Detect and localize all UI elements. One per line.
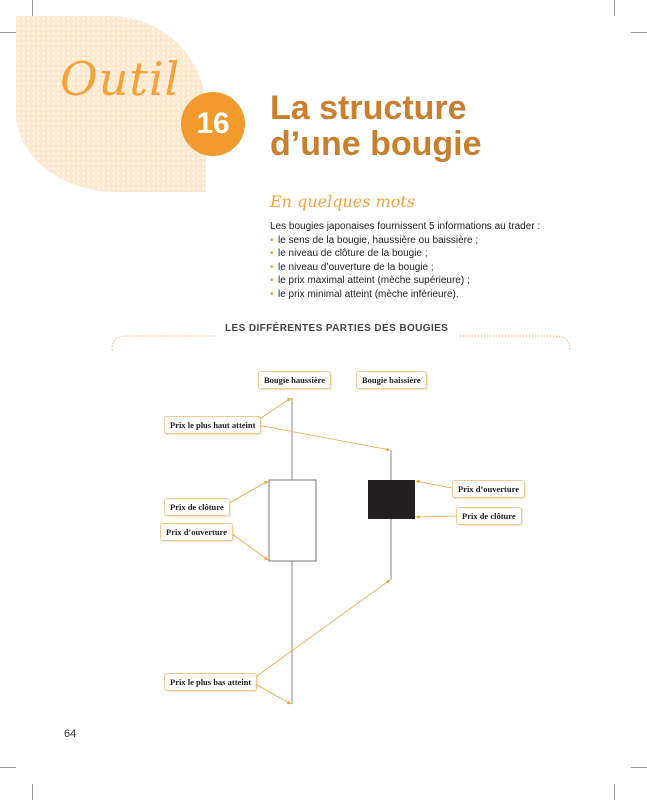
label-bullish-candle: Bougie haussière (258, 371, 331, 389)
connector-open-left (228, 531, 268, 560)
connector-low-to-bearish (250, 580, 390, 681)
section-bracket-right (460, 336, 570, 350)
title-line-1: La structure (270, 89, 467, 127)
label-close-price-left: Prix de clôture (164, 498, 230, 516)
label-lowest-price: Prix le plus bas atteint (164, 673, 257, 691)
connector-high-to-bearish (252, 424, 390, 450)
intro-heading: En quelques mots (270, 192, 415, 211)
section-bracket-left (112, 336, 215, 350)
outil-label: Outil (60, 52, 181, 106)
label-open-price-right: Prix d’ouverture (452, 480, 525, 498)
connector-close-right (416, 516, 456, 517)
tool-number-badge: 16 (181, 92, 245, 156)
bullish-candle-body (269, 480, 316, 561)
label-open-price-left: Prix d’ouverture (160, 523, 233, 541)
connector-close-left (224, 481, 268, 506)
bearish-candle-body (368, 480, 415, 519)
list-item: • le prix maximal atteint (mèche supérieure) ; (270, 274, 540, 288)
list-item: • le niveau de clôture de la bougie ; (270, 247, 540, 261)
list-item: • le prix minimal atteint (mèche inférieure). (270, 288, 540, 302)
label-close-price-right: Prix de clôture (456, 507, 522, 525)
intro-lead: Les bougies japonaises fournissent 5 informations au trader : (270, 221, 541, 232)
diagram-section-title: LES DIFFÉRENTES PARTIES DES BOUGIES (225, 323, 449, 334)
connector-open-right (416, 481, 452, 488)
title-line-2: d’une bougie (270, 125, 482, 163)
page-number: 64 (64, 728, 77, 740)
label-highest-price: Prix le plus haut atteint (164, 416, 261, 434)
list-item: • le niveau d’ouverture de la bougie ; (270, 261, 540, 275)
label-bearish-candle: Bougie baissière (356, 371, 427, 389)
list-item: • le sens de la bougie, haussière ou baissière ; (270, 234, 540, 248)
